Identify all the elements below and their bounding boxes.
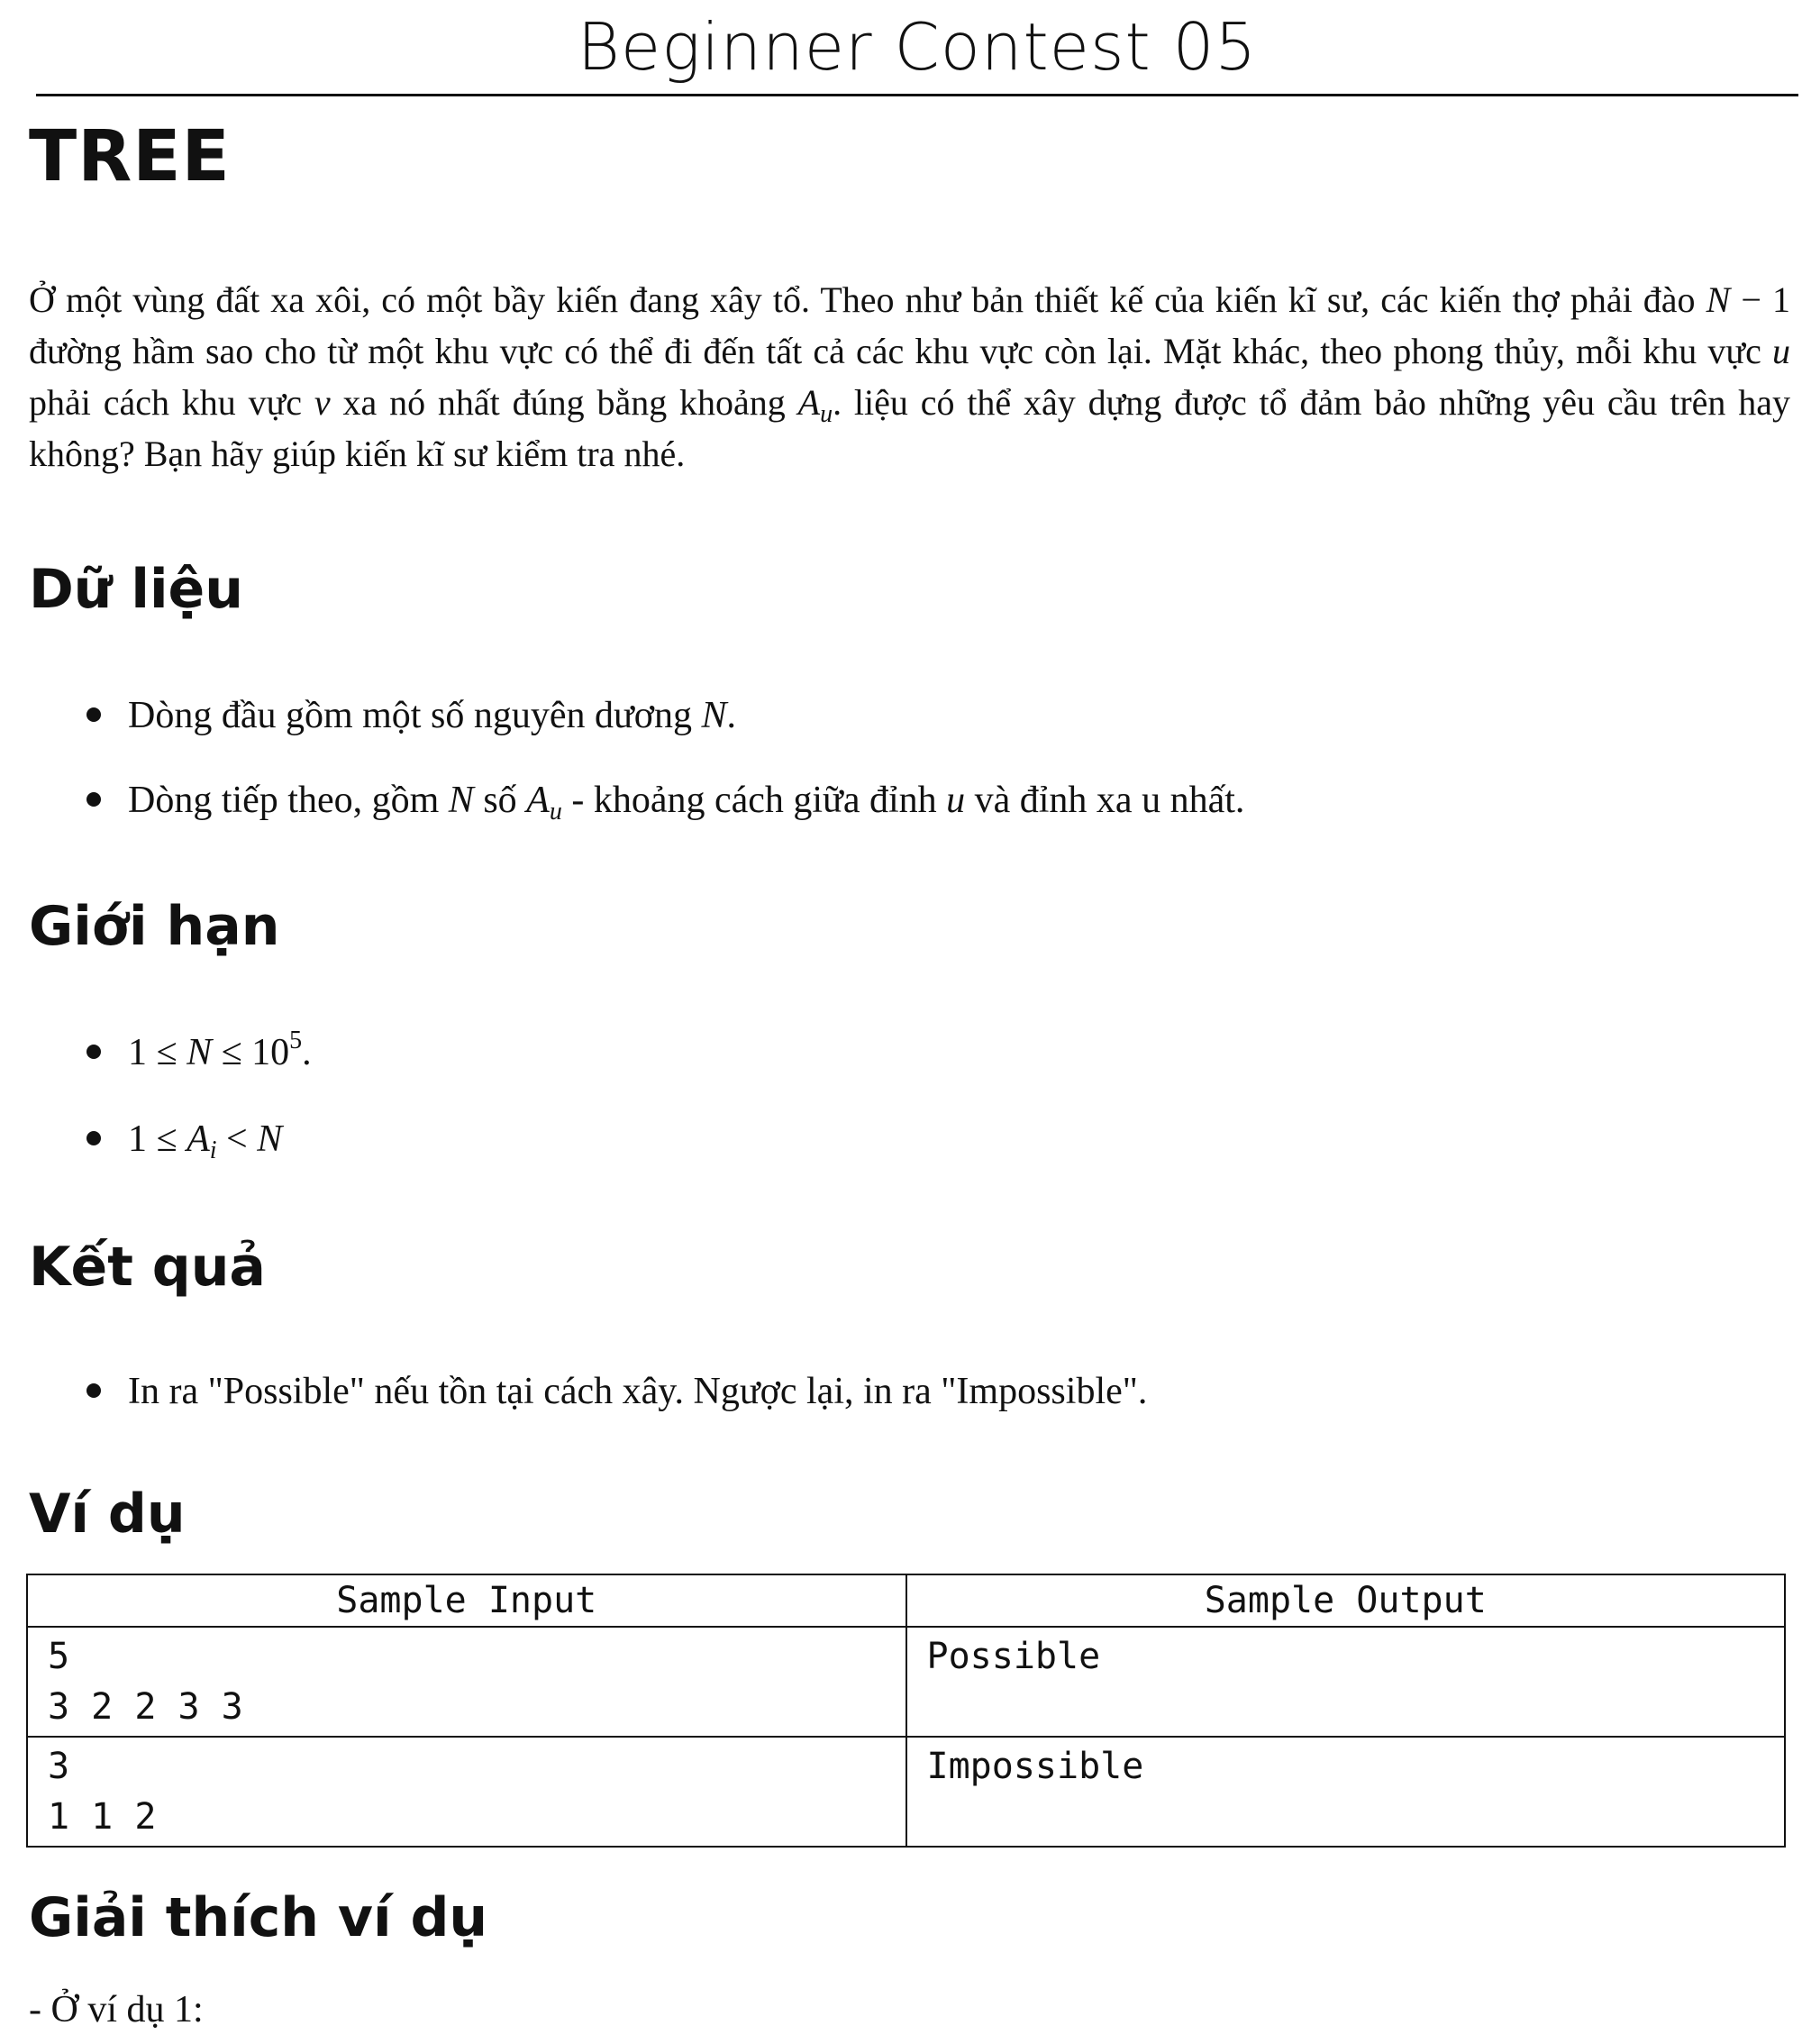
sample-input-cell <box>27 1737 906 1847</box>
section-heading-limits: Giới hạn <box>29 895 280 958</box>
input-bullet-2: Dòng tiếp theo, gồm N số $A_u$ - khoảng cách giữa đỉnh u và đỉnh xa u nhất. <box>86 773 1244 827</box>
output-bullet-1: In ra "Possible" nếu tồn tại cách xây. Ngược lại, in ra "Impossible". <box>86 1364 1147 1419</box>
sample-table <box>26 1574 1786 1848</box>
bullet-dot <box>86 1045 101 1059</box>
section-heading-examples: Ví dụ <box>29 1483 186 1546</box>
sample-input-line: 1 1 2 <box>48 1796 157 1838</box>
column-header-output: Sample Output <box>906 1574 1786 1627</box>
bullet-dot <box>86 792 101 807</box>
limits-bullet-2: $1 \le A_i < N$ <box>86 1112 282 1166</box>
section-heading-input: Dữ liệu <box>29 558 243 621</box>
contest-header <box>36 0 1798 96</box>
sample-input-cell <box>27 1627 906 1737</box>
table-row <box>27 1627 1785 1737</box>
bullet-dot <box>86 1131 101 1145</box>
problem-statement: Ở một vùng đất xa xôi, có một bầy kiến đang xây tổ. Theo như bản thiết kế của kiến kĩ sư, các kiến thợ phải đào N − 1 đường hầm sao cho từ một khu vực có thể đi đến tất cả các khu vực còn lại. Mặt khác, theo phong thủy, mỗi khu vực u phải cách khu vực v xa nó nhất đúng bằng khoảng $A_u$. liệu có thể xây dựng được tổ đảm bảo những yêu cầu trên hay không? Bạn hãy giúp kiến kĩ sư kiểm tra nhé. <box>29 279 1790 474</box>
section-heading-output: Kết quả <box>29 1236 266 1299</box>
column-header-input: Sample Input <box>27 1574 906 1627</box>
sample-input-line: 5 <box>48 1636 70 1677</box>
sample-output-cell <box>906 1737 1786 1847</box>
problem-title: TREE <box>29 116 231 197</box>
limits-bullet-1: $1 \le N \le 10^5$. <box>86 1026 312 1080</box>
bullet-dot <box>86 707 101 722</box>
table-header-row <box>27 1574 1785 1627</box>
section-heading-explanation: Giải thích ví dụ <box>29 1886 488 1949</box>
bullet-dot <box>86 1383 101 1398</box>
sample-output-cell <box>906 1627 1786 1737</box>
contest-title: Beginner Contest 05 <box>577 9 1258 85</box>
sample-output-line: Impossible <box>926 1746 1144 1787</box>
table-row <box>27 1737 1785 1847</box>
explanation-line-1: - Ở ví dụ 1: <box>29 1989 204 2030</box>
sample-input-line: 3 <box>48 1746 70 1787</box>
input-bullet-1: Dòng đầu gồm một số nguyên dương N. <box>86 689 736 743</box>
sample-input-line: 3 2 2 3 3 <box>48 1686 243 1728</box>
sample-output-line: Possible <box>926 1636 1101 1677</box>
